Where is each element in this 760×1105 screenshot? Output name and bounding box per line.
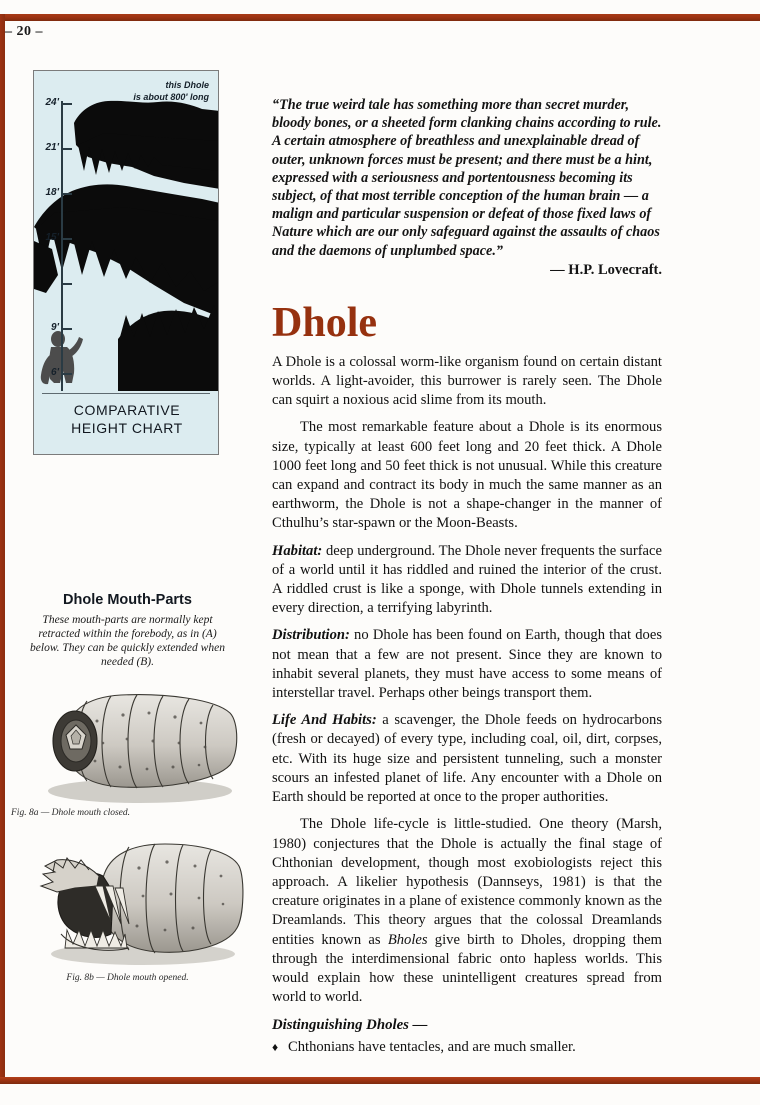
chart-tick-9: [61, 328, 72, 330]
left-column: [11, 70, 225, 983]
distinguishing-list: [272, 1038, 662, 1057]
page-title: Dhole: [272, 299, 377, 346]
chart-callout: [133, 79, 209, 103]
life-and-habits-paragraph: [272, 711, 662, 807]
dhole-mouth-closed-illustration: [25, 681, 245, 806]
list-item-label: Chthonians have tentacles, and are much smaller.: [288, 1039, 576, 1056]
chart-tick-label-15: 15': [45, 232, 59, 243]
chart-divider: [42, 393, 210, 394]
top-rule: [0, 14, 760, 21]
chart-tick-21: [61, 148, 72, 150]
habitat-label: Habitat:: [272, 542, 323, 559]
right-column: [272, 96, 662, 1057]
figure-8a: [11, 681, 230, 818]
life-and-habits-text: a scavenger, the Dhole feeds on hydrocarbons (fresh or decayed) of every type, including coal, oil, dirt, corpses, etc. With its huge size and persistent tunneling, such a monster scours an infested planet of life. Any encounter with a Dhole on Earth should be reported at once to the proper authorities.: [272, 712, 662, 806]
distribution-label: Distribution:: [272, 627, 350, 644]
chart-tick-label-21: 21': [45, 142, 59, 153]
chart-tick-15: [61, 238, 72, 240]
chart-tick-label-24: 24': [45, 97, 59, 108]
lifecycle-text-pre: The Dhole life-cycle is little-studied. One theory (Marsh, 1980) conjectures that the Dhole is actually the final stage of Chthonian development, though most exobiologists reject this approach. A likelier hypothesis (Dannseys, 1981) is that the creature originates in a plane of existence commonly known as the Dreamlands. This theory argues that the colossal Dreamlands entities known as: [272, 816, 662, 948]
epigraph-quote: “The true weird tale has something more than secret murder, bloody bones, or a sheeted form clanking chains according to rule. A certain atmosphere of breathless and unexplainable dread of outer, unknown forces must be present; and there must be a hint, expressed with a seriousness and portentousness becoming its subject, of that most terrible conception of the human brain — a malign and particular suspension or defeat of those fixed laws of Nature which are our only safeguard against the assaults of chaos and the daemons of unplumbed space.”: [272, 97, 662, 259]
mouth-parts-section: [11, 592, 230, 983]
distribution-paragraph: [272, 626, 662, 703]
lifecycle-text-post: give birth to Dholes, dropping them through the interdimensional fabric onto hapless worlds. This would explain how these unintelligent creatures spread from world to world.: [272, 931, 662, 1006]
chart-caption-line2: HEIGHT CHART: [71, 420, 183, 436]
distribution-text: no Dhole has been found on Earth, though that does not mean that a few are not present. Since they are known to inhabit several planets, they must have access to some means of interstellar travel. Perhaps other beings transport them.: [272, 627, 662, 702]
distinguishing-dholes-heading: Distinguishing Dholes —: [272, 1017, 428, 1034]
entry-paragraph-1: A Dhole is a colossal worm-like organism found on certain distant worlds. A light-avoider, this burrower is rarely seen. The Dhole can squirt a noxious acid slime from its mouth.: [272, 353, 662, 409]
chart-axis: [61, 101, 63, 391]
page-number: – 20 –: [5, 24, 43, 39]
mouth-parts-title: Dhole Mouth-Parts: [63, 592, 192, 608]
chart-tick-24: [61, 103, 72, 105]
chart-tick-12: [61, 283, 72, 285]
entry-paragraph-2: The most remarkable feature about a Dhole is its enormous size, typically at least 600 feet long and 20 feet thick. A Dhole 1000 feet long and 50 feet thick is not unusual. While this creature can expand and contract its body in much the same manner as an earthworm, the Dhole is not a shape-changer in the manner of Cthulhu’s star-spawn or the Moon-Beasts.: [272, 419, 662, 532]
habitat-paragraph: [272, 542, 662, 619]
chart-caption-line1: COMPARATIVE: [73, 402, 181, 418]
chart-tick-6: [61, 373, 72, 375]
chart-tick-label-6: 6': [51, 367, 59, 378]
comparative-height-chart: [33, 70, 219, 455]
dhole-mouth-opened-illustration: [25, 830, 245, 970]
lifecycle-paragraph: [272, 815, 662, 1007]
chart-caption: [34, 401, 219, 437]
chart-callout-line1: this Dhole: [165, 80, 209, 90]
habitat-text: deep underground. The Dhole never frequents the surface of a world until it has riddled and ruined the interior of the crust. A riddled crust is like a sponge, with Dhole tunnels extending in every direction, a terrifying labyrinth.: [272, 542, 662, 617]
chart-callout-line2: is about 800' long: [133, 92, 209, 102]
left-rule: [0, 14, 5, 1084]
figure-8a-caption: Fig. 8a — Dhole mouth closed.: [11, 808, 131, 818]
figure-8b-caption: Fig. 8b — Dhole mouth opened.: [66, 973, 189, 983]
chart-tick-18: [61, 193, 72, 195]
bottom-rule: [0, 1077, 760, 1084]
mouth-parts-description: These mouth-parts are normally kept retracted within the forebody, as in (A) below. They can be quickly extended when needed (B).: [30, 614, 225, 668]
diamond-bullet-icon: ♦: [272, 1040, 279, 1055]
chart-tick-label-18: 18': [45, 187, 59, 198]
list-item: [272, 1038, 662, 1057]
figure-8b: [25, 830, 230, 983]
chart-tick-label-9: 9': [51, 322, 59, 333]
epigraph-attribution: — H.P. Lovecraft.: [550, 261, 662, 278]
bholes-term: Bholes: [387, 931, 428, 948]
life-and-habits-label: Life And Habits:: [272, 712, 377, 729]
